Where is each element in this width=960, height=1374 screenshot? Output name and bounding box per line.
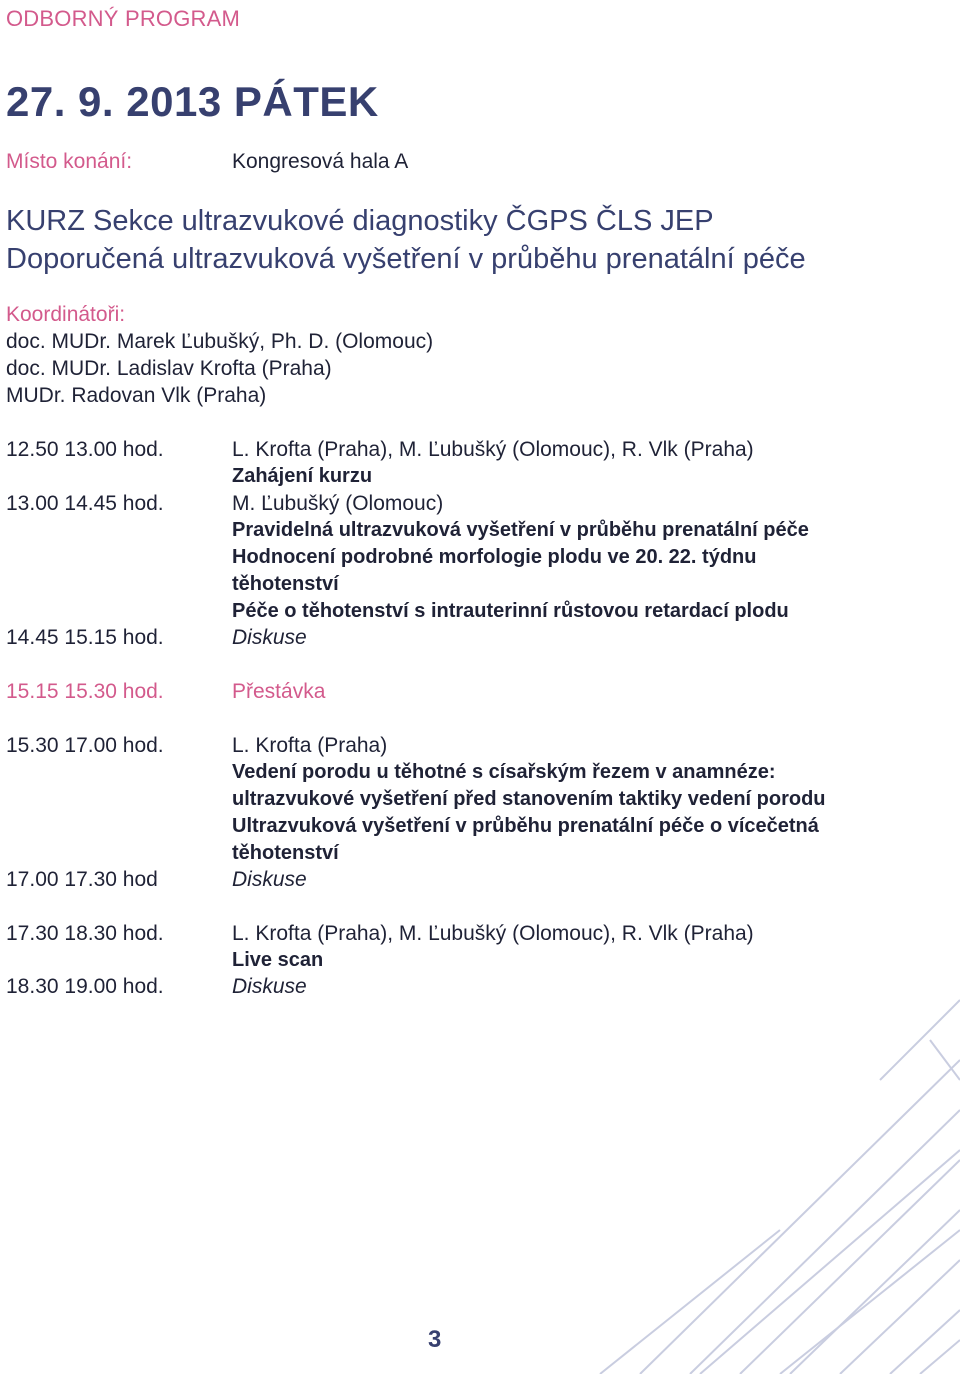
schedule-time: 13.00 14.45 hod. bbox=[6, 492, 164, 515]
coordinator-item: doc. MUDr. Ladislav Krofta (Praha) bbox=[6, 357, 332, 380]
schedule-talk-title: Ultrazvuková vyšetření v průběhu prenatální péče o vícečetná bbox=[232, 815, 819, 837]
coordinator-item: doc. MUDr. Marek Ľubušký, Ph. D. (Olomouc) bbox=[6, 330, 434, 353]
schedule-talk-title: Hodnocení podrobné morfologie plodu ve 20. 22. týdnu bbox=[232, 546, 757, 568]
schedule-talk-title: Pravidelná ultrazvuková vyšetření v průběhu prenatální péče bbox=[232, 519, 809, 541]
course-title-line-1: KURZ Sekce ultrazvukové diagnostiky ČGPS ČLS JEP bbox=[6, 205, 714, 237]
schedule-talk-title: těhotenství bbox=[232, 573, 339, 595]
schedule-time: 12.50 13.00 hod. bbox=[6, 438, 164, 461]
schedule-speakers: L. Krofta (Praha) bbox=[232, 734, 388, 757]
schedule-time: 18.30 19.00 hod. bbox=[6, 975, 164, 998]
schedule-talk-title: Live scan bbox=[232, 949, 324, 971]
schedule-time: 14.45 15.15 hod. bbox=[6, 626, 164, 649]
schedule-discussion: Diskuse bbox=[232, 868, 307, 891]
schedule-speakers: L. Krofta (Praha), M. Ľubušký (Olomouc), R. Vlk (Praha) bbox=[232, 438, 754, 461]
schedule-talk-title: Péče o těhotenství s intrauterinní růstovou retardací plodu bbox=[232, 600, 789, 622]
schedule-talk-title: Zahájení kurzu bbox=[232, 465, 373, 487]
schedule-talk-title: ultrazvukové vyšetření před stanovením taktiky vedení porodu bbox=[232, 788, 826, 810]
schedule-time: 17.00 17.30 hod bbox=[6, 868, 158, 891]
schedule-speakers: M. Ľubušký (Olomouc) bbox=[232, 492, 444, 515]
schedule-speakers: L. Krofta (Praha), M. Ľubušký (Olomouc), R. Vlk (Praha) bbox=[232, 922, 754, 945]
coordinators-label: Koordinátoři: bbox=[6, 303, 126, 326]
section-label: ODBORNÝ PROGRAM bbox=[6, 6, 241, 31]
schedule-time: 15.15 15.30 hod. bbox=[6, 680, 164, 703]
date-title: 27. 9. 2013 PÁTEK bbox=[6, 78, 379, 125]
schedule-time: 17.30 18.30 hod. bbox=[6, 922, 164, 945]
page-number: 3 bbox=[428, 1326, 442, 1353]
venue-label: Místo konání: bbox=[6, 150, 133, 173]
schedule-talk-title: těhotenství bbox=[232, 842, 339, 864]
schedule-time: 15.30 17.00 hod. bbox=[6, 734, 164, 757]
schedule-break: Přestávka bbox=[232, 680, 326, 703]
schedule-discussion: Diskuse bbox=[232, 626, 307, 649]
schedule-talk-title: Vedení porodu u těhotné s císařským řezem v anamnéze: bbox=[232, 761, 776, 783]
course-title-line-2: Doporučená ultrazvuková vyšetření v průběhu prenatální péče bbox=[6, 243, 806, 275]
coordinator-item: MUDr. Radovan Vlk (Praha) bbox=[6, 384, 267, 407]
schedule-discussion: Diskuse bbox=[232, 975, 307, 998]
venue-value: Kongresová hala A bbox=[232, 150, 409, 173]
